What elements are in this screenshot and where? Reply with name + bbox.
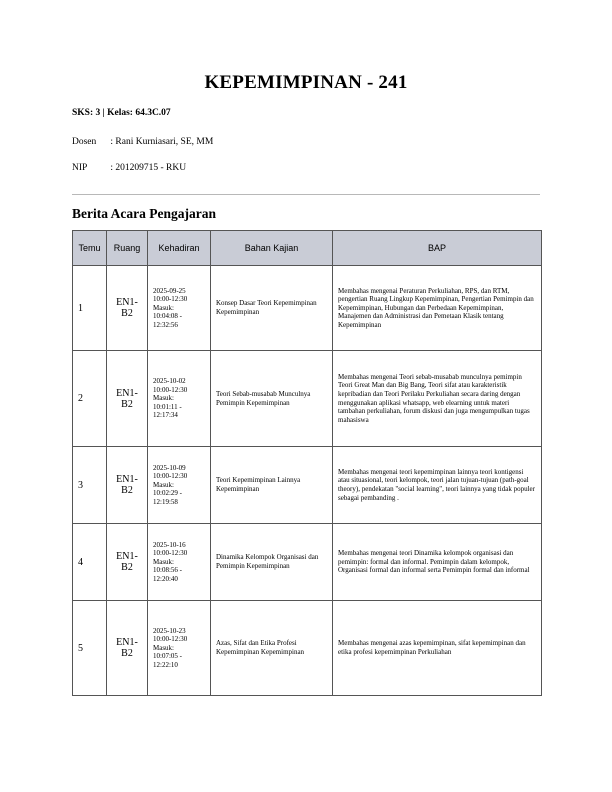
cell-kehadiran — [148, 447, 211, 524]
table-row — [73, 447, 542, 524]
cell-bap: Membahas mengenai azas kepemimpinan, sifat kepemimpinan dan etika profesi kepemimpinan Perkuliahan — [333, 601, 542, 696]
kehadiran-time-in: 10:08:56 - — [153, 566, 182, 575]
cell-kehadiran — [148, 266, 211, 351]
cell-ruang: EN1-B2 — [107, 601, 148, 696]
course-title: KEPEMIMPINAN - 241 — [204, 72, 408, 93]
cell-temu: 5 — [73, 601, 107, 696]
dosen-label: Dosen — [72, 137, 97, 147]
cell-bahan-kajian: Azas, Sifat dan Etika Profesi Kepemimpinan Kepemimpinan — [211, 601, 333, 696]
cell-bahan-kajian: Teori Kepemimpinan Lainnya Kepemimpinan — [211, 447, 333, 524]
kehadiran-time-out: 12:17:34 — [153, 411, 178, 420]
cell-ruang: EN1-B2 — [107, 266, 148, 351]
cell-ruang: EN1-B2 — [107, 524, 148, 601]
kehadiran-time-out: 12:22:10 — [153, 660, 178, 669]
kehadiran-time-out: 12:20:40 — [153, 574, 178, 583]
cell-temu: 4 — [73, 524, 107, 601]
header-bap: BAP — [333, 231, 542, 266]
kehadiran-schedule: 10:00-12:30 — [153, 549, 188, 558]
kehadiran-schedule: 10:00-12:30 — [153, 385, 188, 394]
kehadiran-date: 2025-10-02 — [153, 377, 186, 386]
cell-kehadiran — [148, 351, 211, 447]
kehadiran-time-in: 10:07:05 - — [153, 652, 182, 661]
cell-bahan-kajian: Teori Sebab-musabab Munculnya Pemimpin Kepemimpinan — [211, 351, 333, 447]
cell-temu: 3 — [73, 447, 107, 524]
kehadiran-date: 2025-10-09 — [153, 463, 186, 472]
table-header-row — [73, 231, 542, 266]
dosen-line — [72, 137, 213, 147]
bap-table — [72, 230, 542, 696]
header-temu: Temu — [73, 231, 107, 266]
nip-value: : 201209715 - RKU — [110, 163, 187, 173]
nip-label: NIP — [72, 163, 88, 173]
header-ruang: Ruang — [107, 231, 148, 266]
divider — [72, 194, 540, 195]
cell-bahan-kajian: Konsep Dasar Teori Kepemimpinan Kepemimpinan — [211, 266, 333, 351]
cell-bap: Membahas mengenai Peraturan Perkuliahan, RPS, dan RTM, pengertian Ruang Lingkup Kepemimpinan, Pengertian Pemimpin dan Kepemimpinan, Hubungan dan Perbedaan Kepemimpinan, Manajemen dan Administrasi dan Pemetaan Klasik tentang Kepemimpinan — [333, 266, 542, 351]
cell-kehadiran — [148, 524, 211, 601]
kehadiran-date: 2025-10-16 — [153, 540, 186, 549]
table-row — [73, 524, 542, 601]
kehadiran-schedule: 10:00-12:30 — [153, 472, 188, 481]
kehadiran-date: 2025-09-25 — [153, 286, 186, 295]
cell-temu: 1 — [73, 266, 107, 351]
kehadiran-date: 2025-10-23 — [153, 626, 186, 635]
kehadiran-masuk-label: Masuk: — [153, 303, 174, 312]
kehadiran-time-in: 10:04:08 - — [153, 312, 182, 321]
kehadiran-masuk-label: Masuk: — [153, 557, 174, 566]
cell-bap: Membahas mengenai Teori sebab-musabab munculnya pemimpin Teori Great Man dan Big Bang, Teori sifat atau karakteristik kepribadian dan Teori Perilaku Perkuliahan secara daring dengan menggunakan aplikasi whatsapp, web elearning untuk materi tambahan perkuliahan, forum diskusi dan juga mengumpulkan tugas mahasiswa — [333, 351, 542, 447]
kehadiran-masuk-label: Masuk: — [153, 394, 174, 403]
cell-temu: 2 — [73, 351, 107, 447]
table-row — [73, 601, 542, 696]
cell-bap: Membahas mengenai teori Dinamika kelompok organisasi dan pemimpin: formal dan informal. Pemimpin dalam kelompok, Organisasi formal dan informal serta Pemimpin formal dan informal — [333, 524, 542, 601]
dosen-value: : Rani Kurniasari, SE, MM — [110, 137, 214, 147]
kehadiran-time-in: 10:02:29 - — [153, 489, 182, 498]
kehadiran-masuk-label: Masuk: — [153, 480, 174, 489]
nip-line — [72, 163, 186, 173]
header-kehadiran: Kehadiran — [148, 231, 211, 266]
kehadiran-time-out: 12:32:56 — [153, 320, 178, 329]
cell-kehadiran — [148, 601, 211, 696]
cell-ruang: EN1-B2 — [107, 351, 148, 447]
header-bahan-kajian: Bahan Kajian — [211, 231, 333, 266]
cell-bahan-kajian: Dinamika Kelompok Organisasi dan Pemimpin Kepemimpinan — [211, 524, 333, 601]
cell-ruang: EN1-B2 — [107, 447, 148, 524]
kehadiran-masuk-label: Masuk: — [153, 643, 174, 652]
kehadiran-time-in: 10:01:11 - — [153, 402, 182, 411]
cell-bap: Membahas mengenai teori kepemimpinan lainnya teori kontigensi atau situasional, teori kelompok, teori jalan tujuan-tujuan (path-goal theory), pendekatan "social learning", teori lainnya yang tidak populer sebagai pembanding . — [333, 447, 542, 524]
kehadiran-schedule: 10:00-12:30 — [153, 295, 188, 304]
kehadiran-time-out: 12:19:58 — [153, 497, 178, 506]
section-title: Berita Acara Pengajaran — [72, 206, 216, 221]
table-row — [73, 351, 542, 447]
table-row — [73, 266, 542, 351]
kehadiran-schedule: 10:00-12:30 — [153, 635, 188, 644]
sks-kelas: SKS: 3 | Kelas: 64.3C.07 — [72, 108, 171, 118]
